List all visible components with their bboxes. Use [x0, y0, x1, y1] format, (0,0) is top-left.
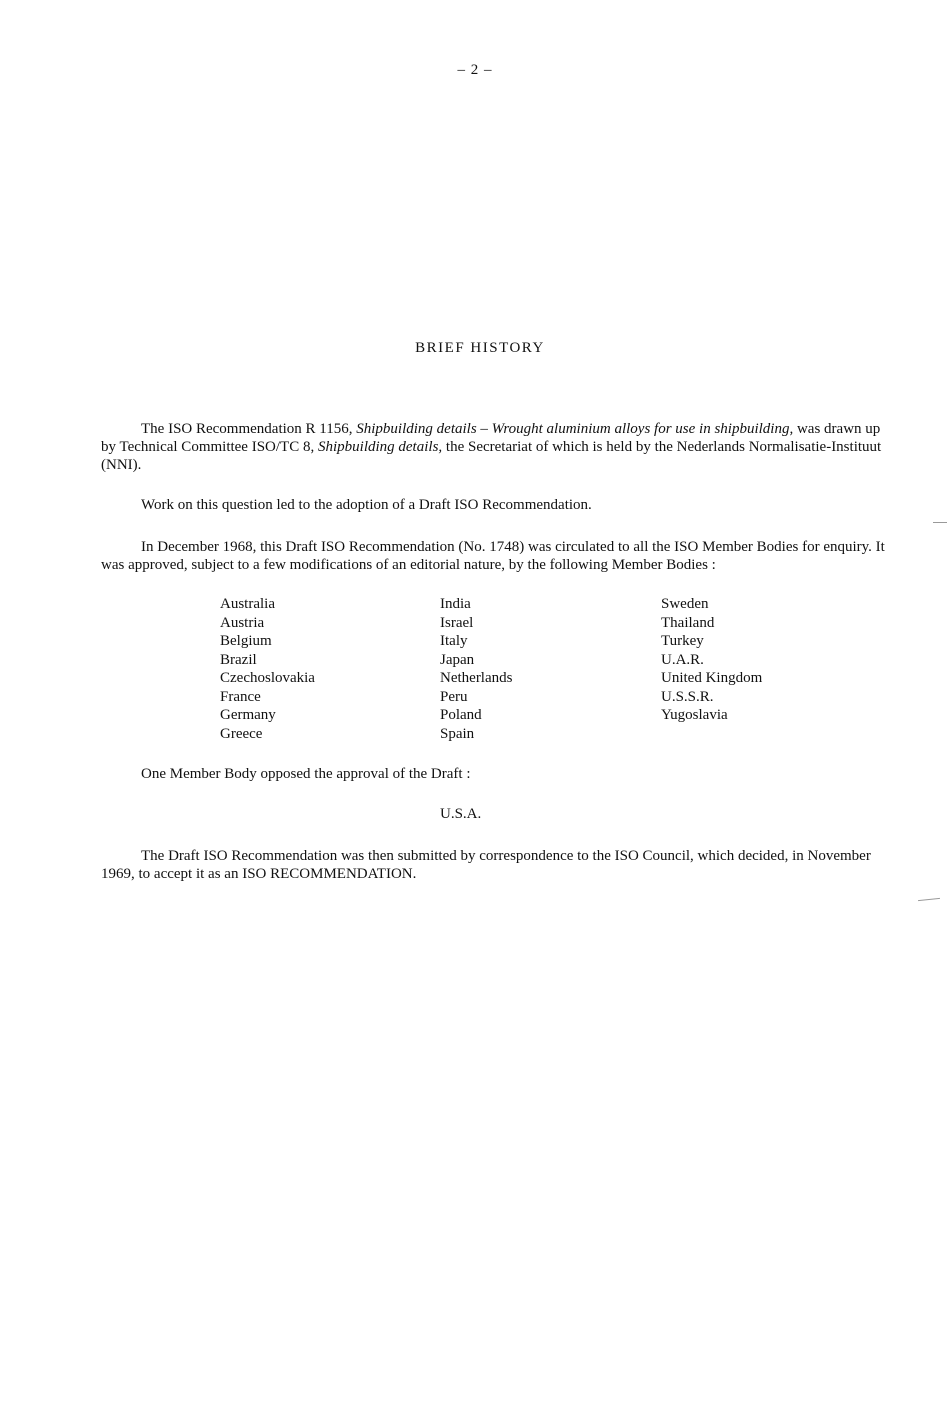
history-paragraph-5: The Draft ISO Recommendation was then submitted by correspondence to the ISO Council, which decided, in November 1969, to accept it as an ISO RECOMMENDATION. — [101, 848, 871, 882]
member-body: Thailand — [661, 614, 715, 631]
history-paragraph-1 — [101, 420, 891, 474]
member-body: Italy — [440, 633, 468, 649]
scan-mark — [933, 522, 947, 523]
member-body: Turkey — [661, 633, 704, 649]
section-heading: BRIEF HISTORY — [415, 340, 545, 356]
para1-before-title: The ISO Recommendation R 1156, — [141, 421, 357, 437]
history-paragraph-3: In December 1968, this Draft ISO Recommendation (No. 1748) was circulated to all the ISO Member Bodies for enquiry. It was approved, subject to a few modifications of an editorial nature, by the following Member Bodies : — [101, 539, 885, 573]
recommendation-title: Shipbuilding details – Wrought aluminium alloys for use in shipbuilding, — [356, 421, 794, 437]
member-bodies-column-3 — [661, 595, 762, 725]
member-body: Belgium — [220, 633, 272, 649]
member-body: Austria — [220, 614, 265, 631]
member-body: Germany — [220, 707, 276, 723]
para1-middle: was drawn up by Technical Committee ISO/TC 8, — [101, 421, 881, 455]
member-body: Australia — [220, 596, 275, 612]
member-body: India — [440, 596, 471, 612]
member-body: Spain — [440, 725, 475, 742]
member-body: Israel — [440, 614, 474, 631]
member-bodies-column-2 — [440, 595, 512, 743]
opposing-member-body: U.S.A. — [440, 806, 482, 822]
member-body: Brazil — [220, 651, 257, 668]
member-body: Peru — [440, 688, 468, 705]
para1-after: the Secretariat of which is held by the Nederlands Normalisatie-Instituut (NNI). — [101, 439, 882, 473]
member-body: U.S.S.R. — [661, 688, 714, 705]
history-paragraph-2: Work on this question led to the adoption of a Draft ISO Recommendation. — [141, 497, 592, 513]
member-body: Sweden — [661, 596, 709, 612]
member-body: Czechoslovakia — [220, 670, 315, 686]
member-body: U.A.R. — [661, 651, 704, 668]
history-paragraph-4: One Member Body opposed the approval of the Draft : — [141, 766, 471, 782]
member-body: Yugoslavia — [661, 707, 728, 723]
scan-mark — [918, 898, 940, 901]
member-body: Poland — [440, 707, 482, 723]
member-body: Netherlands — [440, 670, 513, 686]
member-body: Greece — [220, 725, 263, 742]
member-body: Japan — [440, 651, 475, 668]
member-bodies-column-1 — [220, 595, 315, 743]
committee-name: Shipbuilding details, — [317, 439, 443, 455]
page-number: – 2 – — [457, 62, 493, 78]
member-body: France — [220, 688, 261, 705]
member-body: United Kingdom — [661, 670, 763, 686]
